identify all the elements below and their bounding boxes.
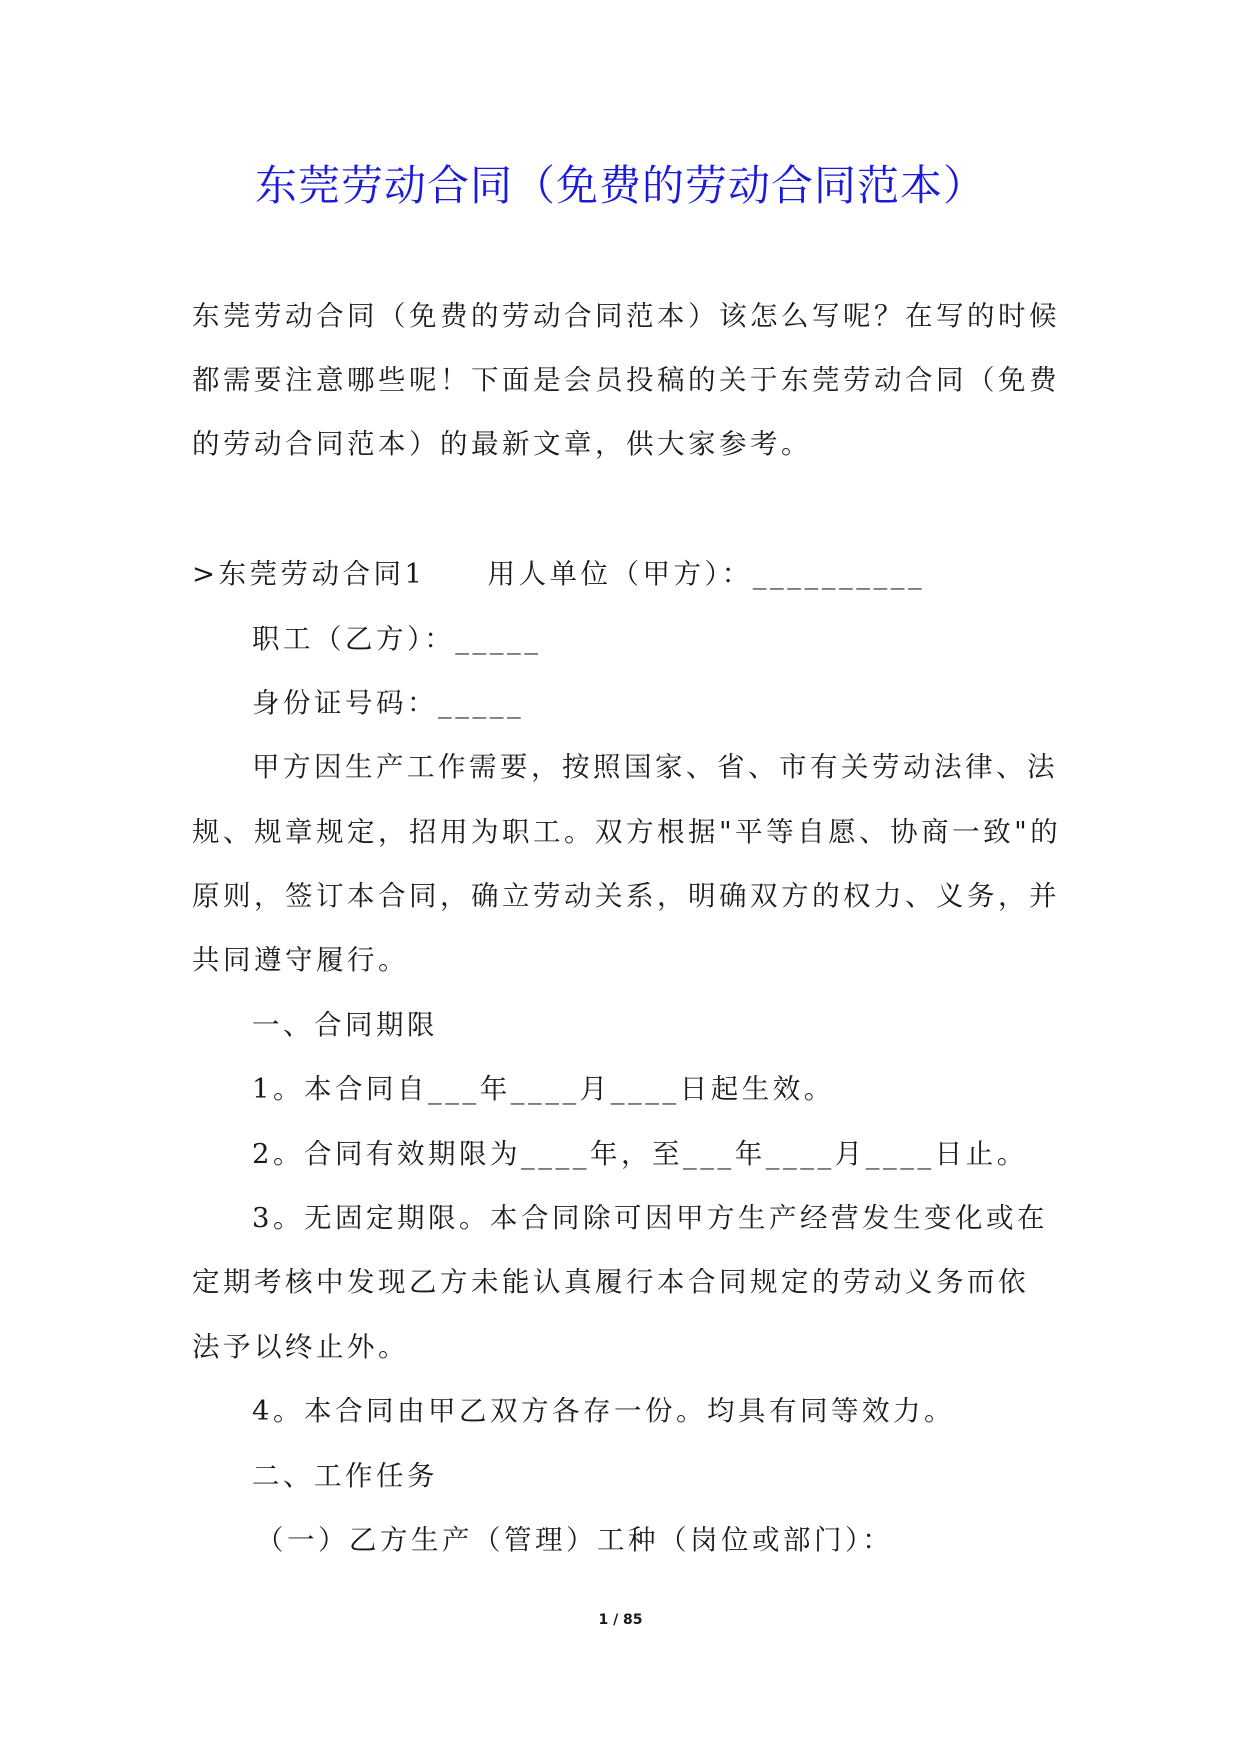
- page-number: 1 / 85: [598, 1612, 643, 1628]
- intro-line-1: 东莞劳动合同（免费的劳动合同范本）该怎么写呢？在写的时候: [192, 300, 1060, 332]
- preamble-line-1: 甲方因生产工作需要，按照国家、省、市有关劳动法律、法: [252, 751, 1058, 783]
- intro-line-3: 的劳动合同范本）的最新文章，供大家参考。: [192, 428, 812, 460]
- term-clause-4: 4。本合同由甲乙双方各存一份。均具有同等效力。: [252, 1395, 955, 1427]
- id-number-field: 身份证号码：_____: [252, 687, 525, 719]
- task-clause-1: （一）乙方生产（管理）工种（岗位或部门）：: [256, 1524, 894, 1556]
- contract-heading-employer: >东莞劳动合同1 用人单位（甲方）：__________: [192, 558, 926, 590]
- preamble-line-4: 共同遵守履行。: [192, 944, 409, 976]
- document-title: 东莞劳动合同（免费的劳动合同范本）: [254, 161, 986, 210]
- term-clause-3-line-2: 定期考核中发现乙方未能认真履行本合同规定的劳动义务而依: [192, 1266, 1029, 1298]
- section-heading-term: 一、合同期限: [252, 1009, 438, 1041]
- preamble-line-2: 规、规章规定，招用为职工。双方根据"平等自愿、协商一致"的: [192, 816, 1062, 848]
- intro-line-2: 都需要注意哪些呢！下面是会员投稿的关于东莞劳动合同（免费: [192, 364, 1060, 396]
- section-heading-tasks: 二、工作任务: [252, 1460, 438, 1492]
- term-clause-3-line-1: 3。无固定期限。本合同除可因甲方生产经营发生变化或在: [252, 1202, 1048, 1234]
- term-clause-1: 1。本合同自___年____月____日起生效。: [252, 1073, 835, 1105]
- preamble-line-3: 原则，签订本合同，确立劳动关系，明确双方的权力、义务，并: [192, 880, 1060, 912]
- term-clause-2: 2。合同有效期限为____年，至___年____月____日止。: [252, 1138, 1028, 1170]
- term-clause-3-line-3: 法予以终止外。: [192, 1331, 409, 1363]
- employee-field: 职工（乙方）：_____: [252, 623, 542, 655]
